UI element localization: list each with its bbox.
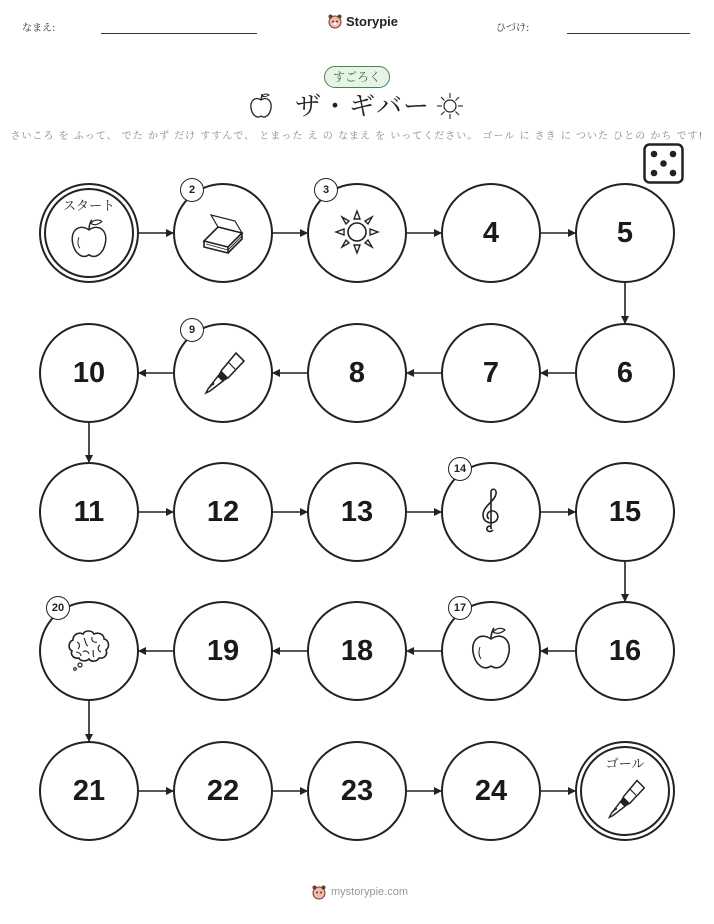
- space-label: ゴール: [605, 757, 645, 772]
- space-number: 15: [608, 495, 642, 528]
- apple-icon: [466, 625, 516, 675]
- space-small-number: 9: [180, 318, 204, 342]
- board-space-15: [575, 462, 675, 562]
- footer-url: mystorypie.com: [331, 886, 409, 898]
- space-number: 21: [72, 774, 106, 807]
- board-space-9: [173, 323, 273, 423]
- date-label: ひづけ:: [496, 23, 530, 34]
- fountain-pen-icon: [198, 347, 248, 397]
- fountain-pen-icon: [602, 775, 648, 821]
- space-label: スタート: [62, 199, 115, 214]
- board-space-24: [441, 741, 541, 841]
- space-small-number: 2: [180, 178, 204, 202]
- board-space-4: [441, 183, 541, 283]
- board-space-5: [575, 183, 675, 283]
- space-number: 7: [482, 356, 500, 389]
- footer: [311, 884, 408, 900]
- start-space: [39, 183, 139, 283]
- space-small-number: 3: [314, 178, 338, 202]
- apple-icon: [66, 217, 112, 263]
- space-number: 22: [206, 774, 240, 807]
- board-space-12: [173, 462, 273, 562]
- brand-name: Storypie: [346, 13, 399, 29]
- board-space-3: [307, 183, 407, 283]
- space-small-number: 14: [448, 457, 472, 481]
- space-number: 12: [206, 495, 240, 528]
- board-space-16: [575, 601, 675, 701]
- board-space-23: [307, 741, 407, 841]
- board-space-19: [173, 601, 273, 701]
- space-number: 8: [348, 356, 366, 389]
- goal-space: [575, 741, 675, 841]
- board-space-2: [173, 183, 273, 283]
- board-space-8: [307, 323, 407, 423]
- board-space-11: [39, 462, 139, 562]
- board-space-14: [441, 462, 541, 562]
- name-label: なまえ:: [22, 23, 56, 34]
- space-number: 11: [73, 495, 105, 528]
- space-number: 16: [608, 634, 642, 667]
- brain-icon: [64, 625, 114, 675]
- board-space-17: [441, 601, 541, 701]
- space-number: 10: [72, 356, 106, 389]
- board-space-21: [39, 741, 139, 841]
- board-space-10: [39, 323, 139, 423]
- treble-clef-icon: [466, 486, 516, 536]
- sun-icon: [332, 207, 382, 257]
- space-number: 19: [206, 634, 240, 667]
- space-small-number: 17: [448, 596, 472, 620]
- instructions: さいころ を ふって、 でた かず だけ すすんで、 とまった え の なまえ を いってください。 ゴール に さき に ついた ひとの かち です!: [10, 131, 704, 142]
- board-space-7: [441, 323, 541, 423]
- storypie-mascot-icon: [311, 884, 327, 900]
- book-icon: [198, 207, 248, 257]
- board-space-22: [173, 741, 273, 841]
- space-number: 6: [616, 356, 634, 389]
- page-title: ザ・ギバー: [295, 92, 431, 122]
- space-small-number: 20: [46, 596, 70, 620]
- board-space-13: [307, 462, 407, 562]
- board-space-18: [307, 601, 407, 701]
- board-space-20: [39, 601, 139, 701]
- game-type-badge: すごろく: [324, 66, 390, 88]
- space-number: 13: [340, 495, 374, 528]
- space-number: 24: [474, 774, 508, 807]
- space-number: 5: [616, 216, 634, 249]
- space-number: 23: [340, 774, 374, 807]
- space-number: 4: [482, 216, 500, 249]
- space-number: 18: [340, 634, 374, 667]
- board-space-6: [575, 323, 675, 423]
